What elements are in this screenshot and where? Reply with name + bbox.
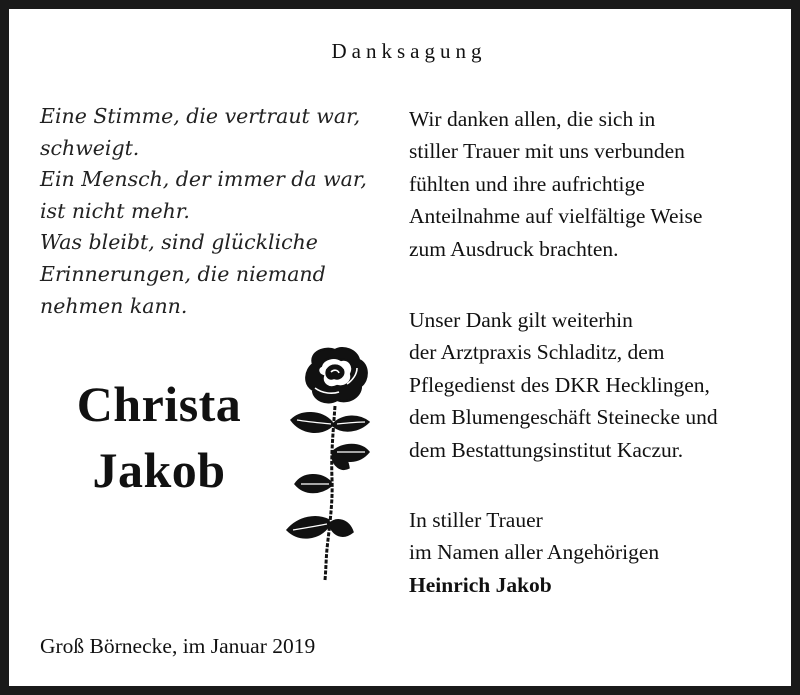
poem-line: schweigt.: [40, 135, 140, 160]
thanks-line: Pflegedienst des DKR Hecklingen,: [409, 372, 710, 397]
poem-line: Was bleibt, sind glückliche: [40, 230, 318, 255]
closing: [409, 504, 794, 601]
thanks-paragraph-1: [409, 103, 794, 265]
place-date: Groß Börnecke, im Januar 2019: [40, 634, 316, 658]
heading: Danksagung: [331, 39, 487, 63]
thanks-line: zum Ausdruck brachten.: [409, 236, 619, 261]
signature: Heinrich Jakob: [409, 572, 552, 597]
closing-line: In stiller Trauer: [409, 508, 543, 532]
poem-line: nehmen kann.: [40, 293, 188, 318]
thanks-line: dem Bestattungsinstitut Kaczur.: [409, 437, 684, 462]
poem-line: Erinnerungen, die niemand: [40, 261, 326, 286]
thanks-line: Anteilnahme auf vielfältige Weise: [409, 204, 703, 229]
deceased-last-name: Jakob: [92, 442, 226, 498]
poem-line: Ein Mensch, der immer da war,: [40, 167, 367, 192]
poem: [40, 101, 410, 322]
poem-line: ist nicht mehr.: [40, 198, 190, 223]
poem-line: Eine Stimme, die vertraut war,: [40, 104, 361, 128]
thanks-line: fühlten und ihre aufrichtige: [409, 171, 645, 196]
thanks-line: der Arztpraxis Schladitz, dem: [409, 340, 665, 365]
thanks-line: Unser Dank gilt weiterhin: [409, 308, 633, 332]
deceased-first-name: Christa: [76, 376, 242, 432]
thanks-line: dem Blumengeschäft Steinecke und: [409, 405, 718, 430]
thanks-line: stiller Trauer mit uns verbunden: [409, 139, 685, 164]
rose-icon: [277, 344, 387, 584]
deceased-name: [39, 371, 279, 503]
closing-line: im Namen aller Angehörigen: [409, 540, 660, 565]
thanks-line: Wir danken allen, die sich in: [409, 107, 656, 131]
thanks-paragraph-2: [409, 304, 794, 466]
